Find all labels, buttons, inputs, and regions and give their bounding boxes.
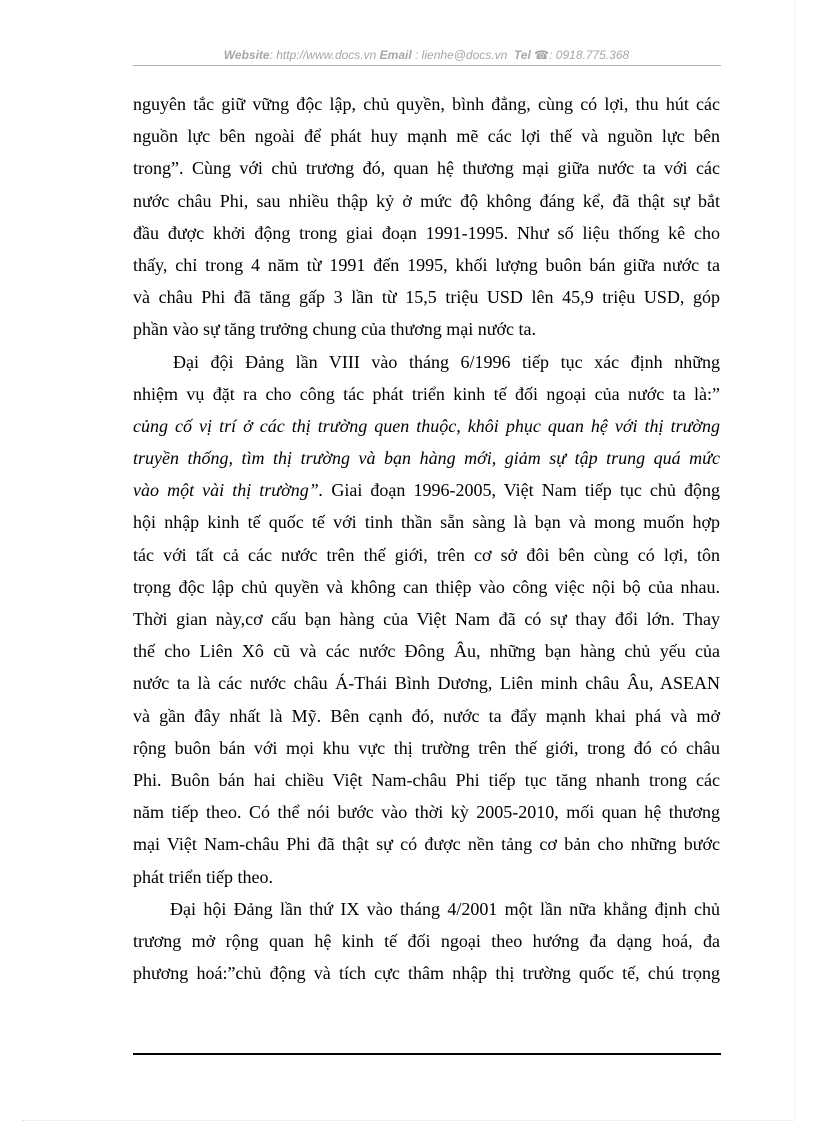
text-line	[133, 474, 720, 506]
email-label: Email	[379, 48, 412, 62]
text-line: mại Việt Nam-châu Phi đã thật sự có được nền tảng cơ bản cho những bước	[133, 834, 720, 855]
text-line: đầu được khởi động trong giai đoạn 1991-1995. Như số liệu thống kê cho	[133, 222, 720, 243]
text-line: nước ta là các nước châu Á-Thái Bình Dương, Liên minh châu Âu, ASEAN	[133, 673, 720, 694]
text-line: Đại hội Đảng lần thứ IX vào tháng 4/2001 một lần nữa khẳng định chủ	[170, 898, 720, 919]
text-line: tác với tất cả các nước trên thế giới, trên cơ sở đôi bên cùng có lợi, tôn	[133, 544, 720, 565]
text-line: nhiệm vụ đặt ra cho công tác phát triển kinh tế đối ngoại của nước ta là:”	[133, 383, 720, 404]
footer-rule	[133, 1053, 721, 1055]
text-line: trương mở rộng quan hệ kinh tế đối ngoại theo hướng đa dạng hoá, đa	[133, 930, 720, 951]
page-edge-bottom	[22, 1120, 794, 1121]
quote-end: vào một vài thị trường”.	[133, 480, 324, 501]
text-line: nguồn lực bên ngoài để phát huy mạnh mẽ các lợi thế và nguồn lực bên	[133, 126, 720, 147]
email-value: : lienhe@docs.vn	[415, 48, 508, 62]
website-label: Website	[223, 48, 270, 62]
page-edge-right	[794, 1, 795, 1120]
quote-line: truyền thống, tìm thị trường và bạn hàng mới, giảm sự tập trung quá mức	[133, 448, 720, 469]
document-body	[133, 88, 720, 989]
text-line: năm tiếp theo. Có thể nói bước vào thời kỳ 2005-2010, mối quan hệ thương	[133, 802, 720, 823]
text-line: thế cho Liên Xô cũ và các nước Đông Âu, những bạn hàng chủ yếu của	[133, 641, 720, 662]
text-line: Phi. Buôn bán hai chiều Việt Nam-châu Phi tiếp tục tăng nhanh trong các	[133, 769, 720, 790]
text-line: thấy, chỉ trong 4 năm từ 1991 đến 1995, khối lượng buôn bán giữa nước ta	[133, 254, 720, 275]
text-line: Thời gian này,cơ cấu bạn hàng của Việt Nam đã có sự thay đổi lớn. Thay	[133, 609, 720, 629]
tel-label: Tel	[513, 48, 531, 62]
text-line: nước châu Phi, sau nhiều thập kỷ ở mức độ không đáng kể, đã thật sự bắt	[133, 190, 720, 211]
paragraph-1	[133, 88, 720, 346]
text-line: phát triển tiếp theo.	[133, 866, 273, 887]
text-line: nguyên tắc giữ vững độc lập, chủ quyền, bình đẳng, cùng có lợi, thu hút các	[133, 94, 720, 114]
phone-icon: ☎	[534, 48, 550, 62]
text-line: rộng buôn bán với mọi khu vực thị trường trên thế giới, trong đó có châu	[133, 737, 720, 758]
website-value: : http://www.docs.vn	[269, 48, 377, 62]
text-line: và gần đây nhất là Mỹ. Bên cạnh đó, nước ta đẩy mạnh khai phá và mở	[133, 705, 720, 726]
text-line: trong”. Cùng với chủ trương đó, quan hệ thương mại giữa nước ta với các	[133, 158, 720, 179]
text-line: phần vào sự tăng trưởng chung của thương mại nước ta.	[133, 319, 536, 340]
quote-line: củng cố vị trí ở các thị trường quen thuộc, khôi phục quan hệ với thị trường	[133, 415, 720, 436]
text-line: trọng độc lập chủ quyền và không can thiệp vào công việc nội bộ của nhau.	[133, 576, 720, 597]
paragraph-3	[133, 893, 720, 990]
text-line: và châu Phi đã tăng gấp 3 lần từ 15,5 triệu USD lên 45,9 triệu USD, góp	[133, 287, 720, 308]
tel-value: : 0918.775.368	[549, 48, 630, 62]
text-line: phương hoá:”chủ động và tích cực thâm nhập thị trường quốc tế, chú trọng	[133, 963, 720, 984]
text-line: Đại đội Đảng lần VIII vào tháng 6/1996 tiếp tục xác định những	[173, 351, 720, 372]
page-header	[133, 48, 720, 64]
header-rule	[133, 65, 721, 66]
text-line: hội nhập kinh tế quốc tế với tinh thần sẵn sàng là bạn và mong muốn hợp	[133, 512, 720, 533]
text-continuation: Giai đoạn 1996-2005, Việt Nam tiếp tục chủ động	[323, 480, 720, 501]
paragraph-2	[133, 346, 720, 893]
